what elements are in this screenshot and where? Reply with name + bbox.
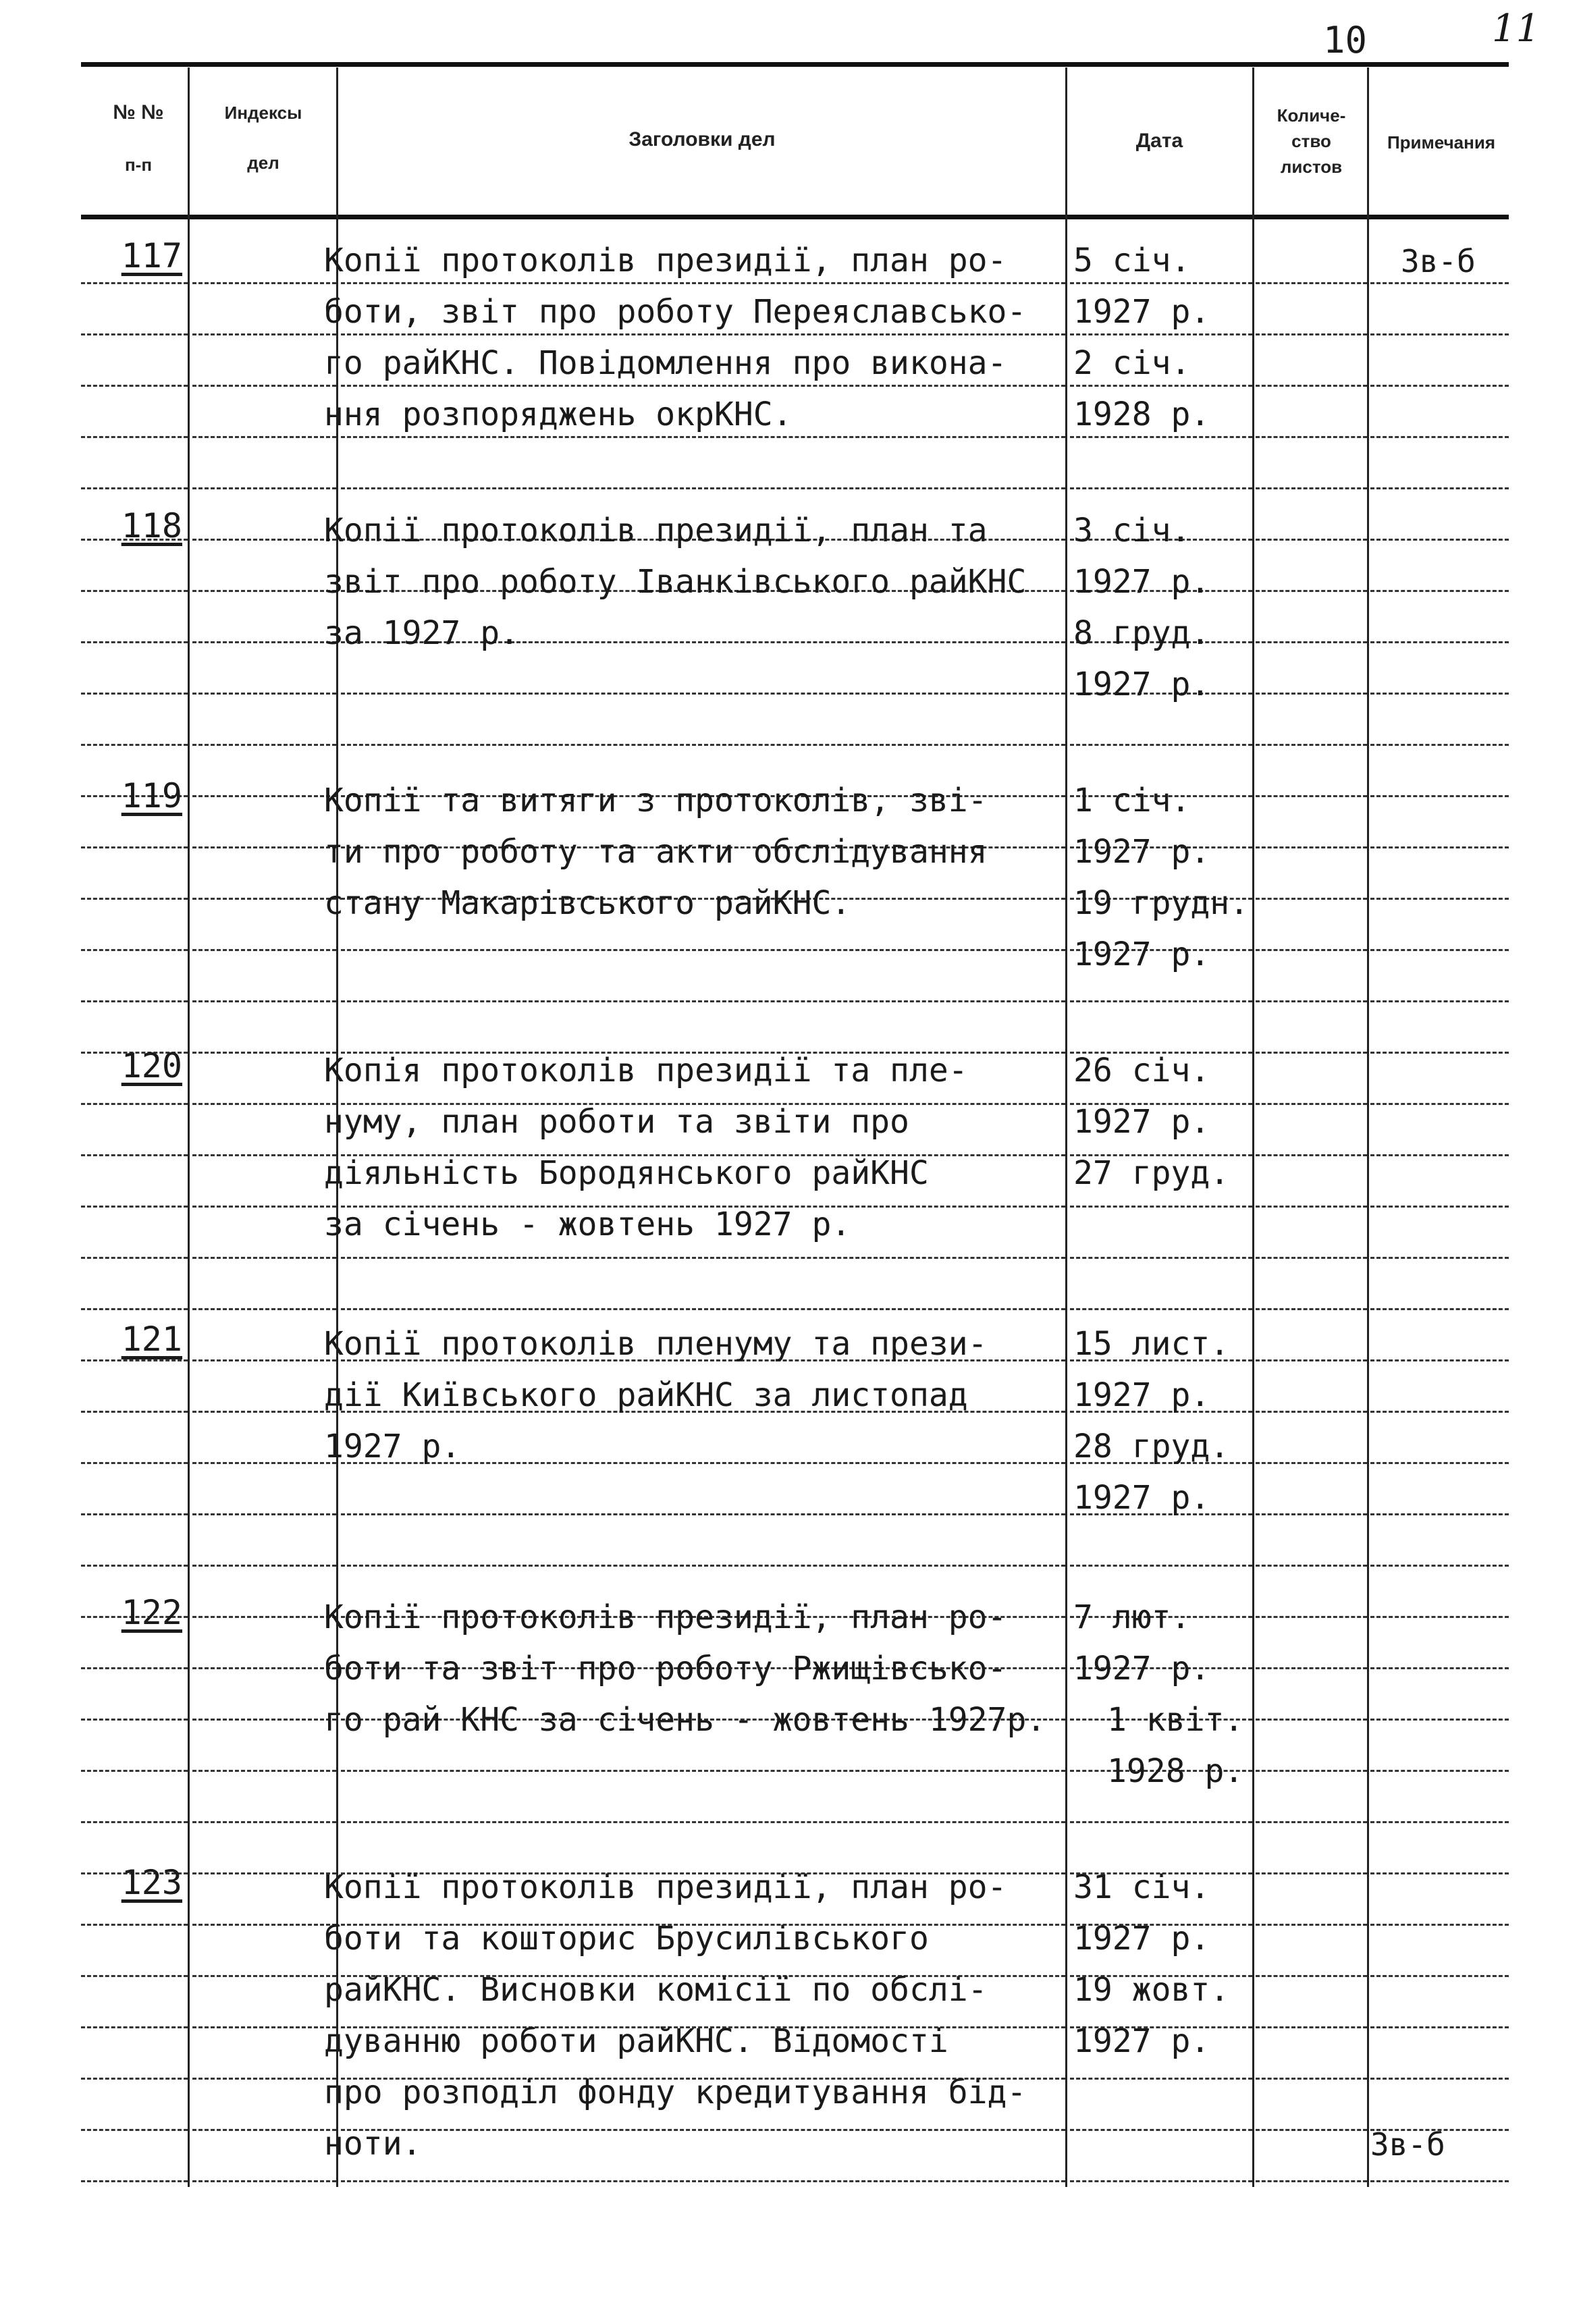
- record-date-line: 1927 р.: [1073, 666, 1210, 703]
- row-rule: [192, 590, 336, 592]
- row-rule: [1256, 1719, 1367, 1721]
- record-title-line: нуму, план роботи та звіти про: [324, 1103, 909, 1141]
- record-title-line: райКНС. Висновки комісії по обслі-: [324, 1971, 988, 2009]
- header-count-c: листов: [1280, 157, 1343, 177]
- row-rule: [341, 1565, 1065, 1567]
- header-index-b: дел: [247, 153, 279, 173]
- row-rule: [1370, 1103, 1509, 1105]
- record-date-line: 1927 р.: [1073, 1650, 1210, 1687]
- row-rule: [81, 1154, 188, 1156]
- row-rule: [81, 949, 188, 951]
- record-date-line: 1927 р.: [1073, 293, 1210, 331]
- row-rule: [1370, 898, 1509, 900]
- record-date-line: 19 жовт.: [1073, 1971, 1230, 2009]
- row-rule: [1256, 1821, 1367, 1823]
- record-title-line: за січень - жовтень 1927 р.: [324, 1206, 851, 1243]
- record-title-line: ти про роботу та акти обслідування: [324, 833, 988, 871]
- header-notes: Примечания: [1387, 132, 1495, 153]
- row-rule: [1370, 949, 1509, 951]
- row-rule: [81, 1975, 188, 1977]
- row-rule: [1256, 539, 1367, 541]
- sheet-number: 11: [1492, 7, 1540, 51]
- row-rule: [1256, 1667, 1367, 1669]
- row-rule: [1070, 744, 1252, 746]
- row-rule: [341, 1308, 1065, 1310]
- record-title-line: звіт про роботу Іванківського райКНС: [324, 563, 1027, 601]
- record-number: 123: [121, 1863, 182, 1902]
- row-rule: [1070, 487, 1252, 489]
- row-rule: [1256, 1872, 1367, 1874]
- row-rule: [1256, 2078, 1367, 2080]
- row-rule: [1370, 590, 1509, 592]
- row-rule: [1370, 1462, 1509, 1464]
- row-rule: [81, 1411, 188, 1413]
- row-rule: [1256, 795, 1367, 797]
- header-number-b: п-п: [124, 155, 153, 175]
- row-rule: [81, 1257, 188, 1259]
- row-rule: [192, 385, 336, 387]
- record-date-line: 7 лют.: [1073, 1598, 1191, 1636]
- record-title-line: Копії протоколів президії, план ро-: [324, 1868, 1007, 1906]
- row-rule: [192, 1257, 336, 1259]
- row-rule: [1370, 385, 1509, 387]
- row-rule: [81, 898, 188, 900]
- row-rule: [1370, 1667, 1509, 1669]
- row-rule: [1370, 2180, 1509, 2182]
- row-rule: [81, 1770, 188, 1772]
- row-rule: [192, 487, 336, 489]
- column-divider: [1367, 67, 1369, 2187]
- row-rule: [81, 1513, 188, 1515]
- record-date-line: 1 квіт.: [1107, 1701, 1244, 1739]
- record-number: 121: [121, 1320, 182, 1359]
- record-number: 117: [121, 236, 182, 275]
- row-rule: [192, 1411, 336, 1413]
- record-date-line: 1 січ.: [1073, 782, 1191, 819]
- row-rule: [1370, 2026, 1509, 2028]
- row-rule: [1256, 846, 1367, 848]
- row-rule: [81, 1667, 188, 1669]
- record-date-line: 27 груд.: [1073, 1154, 1230, 1192]
- row-rule: [341, 949, 1065, 951]
- row-rule: [192, 1616, 336, 1618]
- row-rule: [341, 487, 1065, 489]
- record-date-line: 8 груд.: [1073, 614, 1210, 652]
- row-rule: [81, 1103, 188, 1105]
- row-rule: [81, 1462, 188, 1464]
- row-rule: [192, 2180, 336, 2182]
- record-date-line: 1927 р.: [1073, 1479, 1210, 1517]
- row-rule: [81, 487, 188, 489]
- header-index-a: Индексы: [224, 103, 302, 123]
- record-title-line: го рай КНС за січень - жовтень 1927р.: [324, 1701, 1046, 1739]
- row-rule: [1256, 2129, 1367, 2131]
- record-title-line: Копія протоколів президії та пле-: [324, 1052, 968, 1089]
- row-rule: [1370, 539, 1509, 541]
- row-rule: [81, 693, 188, 695]
- record-date-line: 1927 р.: [1073, 936, 1210, 973]
- header-count-a: Количе-: [1277, 105, 1346, 126]
- row-rule: [81, 590, 188, 592]
- row-rule: [192, 1462, 336, 1464]
- header-count-b: ство: [1291, 131, 1331, 151]
- row-rule: [1370, 795, 1509, 797]
- row-rule: [192, 744, 336, 746]
- row-rule: [1256, 333, 1367, 335]
- record-date-line: 1927 р.: [1073, 1103, 1210, 1141]
- row-rule: [1256, 487, 1367, 489]
- row-rule: [81, 2078, 188, 2080]
- row-rule: [81, 2180, 188, 2182]
- column-divider: [1252, 67, 1254, 2187]
- record-date-line: 1927 р.: [1073, 833, 1210, 871]
- record-date-line: 1927 р.: [1073, 563, 1210, 601]
- row-rule: [1370, 282, 1509, 284]
- record-title-line: дії Київського райКНС за листопад: [324, 1376, 968, 1414]
- record-date-line: 1927 р.: [1073, 1920, 1210, 1957]
- record-number: 120: [121, 1046, 182, 1085]
- row-rule: [192, 1308, 336, 1310]
- record-date-line: 15 лист.: [1073, 1325, 1230, 1363]
- record-date-line: 3 січ.: [1073, 512, 1191, 549]
- row-rule: [1370, 1513, 1509, 1515]
- row-rule: [81, 846, 188, 848]
- header-date: Дата: [1135, 130, 1183, 152]
- row-rule: [1070, 1000, 1252, 1002]
- row-rule: [192, 1719, 336, 1721]
- row-rule: [1370, 1719, 1509, 1721]
- row-rule: [1370, 333, 1509, 335]
- record-title-line: про розподіл фонду кредитування бід-: [324, 2074, 1027, 2111]
- row-rule: [1256, 2180, 1367, 2182]
- row-rule: [192, 1770, 336, 1772]
- record-title-line: Копії та витяги з протоколів, зві-: [324, 782, 988, 819]
- row-rule: [1256, 693, 1367, 695]
- row-rule: [192, 693, 336, 695]
- record-title-line: 1927 р.: [324, 1428, 461, 1465]
- row-rule: [1370, 1565, 1509, 1567]
- page-number: 10: [1323, 19, 1368, 61]
- row-rule: [1370, 1872, 1509, 1874]
- row-rule: [1370, 2078, 1509, 2080]
- record-date-line: 1928 р.: [1073, 396, 1210, 433]
- row-rule: [1370, 436, 1509, 438]
- record-note: Зв-б: [1370, 2126, 1445, 2163]
- row-rule: [1070, 2129, 1252, 2131]
- row-rule: [1370, 1616, 1509, 1618]
- record-title-line: діяльність Бородянського райКНС: [324, 1154, 929, 1192]
- row-rule: [81, 2026, 188, 2028]
- row-rule: [192, 539, 336, 541]
- record-title-line: стану Макарівського райКНС.: [324, 884, 851, 922]
- row-rule: [1256, 385, 1367, 387]
- record-date-line: 19 грудн.: [1073, 884, 1250, 922]
- record-date-line: 26 січ.: [1073, 1052, 1210, 1089]
- row-rule: [341, 2129, 1065, 2131]
- row-rule: [192, 1359, 336, 1361]
- row-rule: [1256, 949, 1367, 951]
- row-rule: [1370, 1308, 1509, 1310]
- row-rule: [1370, 744, 1509, 746]
- row-rule: [1256, 1257, 1367, 1259]
- row-rule: [1070, 1308, 1252, 1310]
- row-rule: [192, 846, 336, 848]
- record-title-line: го райКНС. Повідомлення про викона-: [324, 344, 1007, 382]
- row-rule: [1370, 1000, 1509, 1002]
- record-title-line: боти та звіт про роботу Ржищівсько-: [324, 1650, 1007, 1687]
- record-note: Зв-б: [1401, 243, 1476, 279]
- row-rule: [1256, 744, 1367, 746]
- row-rule: [1256, 1462, 1367, 1464]
- row-rule: [341, 744, 1065, 746]
- row-rule: [1256, 282, 1367, 284]
- row-rule: [1370, 487, 1509, 489]
- row-rule: [192, 2129, 336, 2131]
- row-rule: [341, 1000, 1065, 1002]
- row-rule: [81, 1359, 188, 1361]
- record-title-line: Копії протоколів президії, план та: [324, 512, 988, 549]
- row-rule: [192, 333, 336, 335]
- record-title-line: Копії протоколів пленуму та прези-: [324, 1325, 988, 1363]
- row-rule: [1070, 2078, 1252, 2080]
- row-rule: [192, 2078, 336, 2080]
- row-rule: [1370, 693, 1509, 695]
- column-divider: [188, 67, 190, 2187]
- row-rule: [192, 282, 336, 284]
- row-rule: [1256, 1411, 1367, 1413]
- record-date-line: 1927 р.: [1073, 1376, 1210, 1414]
- row-rule: [1070, 1821, 1252, 1823]
- row-rule: [1370, 846, 1509, 848]
- row-rule: [1256, 1154, 1367, 1156]
- header-title: Заголовки дел: [628, 128, 776, 151]
- record-number: 119: [121, 776, 182, 815]
- row-rule: [81, 1719, 188, 1721]
- row-rule: [1256, 1513, 1367, 1515]
- row-rule: [192, 1667, 336, 1669]
- column-divider: [1065, 67, 1067, 2187]
- record-number: 118: [121, 506, 182, 545]
- row-rule: [192, 2026, 336, 2028]
- record-title-line: ноти.: [324, 2125, 422, 2163]
- record-title-line: дуванню роботи райКНС. Відомості: [324, 2022, 948, 2060]
- row-rule: [1370, 1052, 1509, 1054]
- row-rule: [192, 1565, 336, 1567]
- row-rule: [1256, 1616, 1367, 1618]
- record-title-line: боти, звіт про роботу Переяславсько-: [324, 293, 1027, 331]
- row-rule: [1256, 1770, 1367, 1772]
- row-rule: [1070, 1257, 1252, 1259]
- row-rule: [192, 1206, 336, 1208]
- record-date-line: 1927 р.: [1073, 2022, 1210, 2060]
- record-date-line: 2 січ.: [1073, 344, 1191, 382]
- table-top-rule: [81, 62, 1509, 67]
- record-title-line: Копії протоколів президії, план ро-: [324, 1598, 1007, 1636]
- row-rule: [192, 1924, 336, 1926]
- row-rule: [81, 1308, 188, 1310]
- row-rule: [341, 2180, 1065, 2182]
- row-rule: [81, 1565, 188, 1567]
- row-rule: [1256, 1308, 1367, 1310]
- row-rule: [81, 744, 188, 746]
- row-rule: [1070, 2180, 1252, 2182]
- row-rule: [1256, 1000, 1367, 1002]
- row-rule: [1256, 641, 1367, 643]
- row-rule: [1370, 1770, 1509, 1772]
- row-rule: [1370, 1257, 1509, 1259]
- row-rule: [1370, 641, 1509, 643]
- row-rule: [341, 1770, 1065, 1772]
- row-rule: [192, 898, 336, 900]
- row-rule: [1370, 1821, 1509, 1823]
- record-title-line: ння розпоряджень окрКНС.: [324, 396, 793, 433]
- row-rule: [1370, 1206, 1509, 1208]
- record-title-line: боти та кошторис Брусилівського: [324, 1920, 929, 1957]
- row-rule: [81, 385, 188, 387]
- row-rule: [341, 693, 1065, 695]
- row-rule: [192, 1154, 336, 1156]
- row-rule: [341, 1513, 1065, 1515]
- row-rule: [192, 436, 336, 438]
- row-rule: [1370, 1975, 1509, 1977]
- row-rule: [1256, 1359, 1367, 1361]
- row-rule: [1256, 1975, 1367, 1977]
- row-rule: [192, 1821, 336, 1823]
- record-number: 122: [121, 1593, 182, 1632]
- row-rule: [1256, 1206, 1367, 1208]
- row-rule: [81, 641, 188, 643]
- row-rule: [1256, 1924, 1367, 1926]
- row-rule: [1256, 1565, 1367, 1567]
- row-rule: [192, 1872, 336, 1874]
- row-rule: [192, 949, 336, 951]
- header-number-a: № №: [113, 101, 164, 124]
- row-rule: [1256, 898, 1367, 900]
- row-rule: [1370, 1359, 1509, 1361]
- row-rule: [192, 641, 336, 643]
- row-rule: [81, 1000, 188, 1002]
- row-rule: [81, 333, 188, 335]
- header-bottom-rule: [81, 215, 1509, 219]
- row-rule: [1256, 1103, 1367, 1105]
- row-rule: [81, 1821, 188, 1823]
- row-rule: [192, 1000, 336, 1002]
- row-rule: [1370, 1411, 1509, 1413]
- row-rule: [1256, 2026, 1367, 2028]
- row-rule: [81, 436, 188, 438]
- row-rule: [1070, 1206, 1252, 1208]
- row-rule: [1370, 1154, 1509, 1156]
- row-rule: [192, 1513, 336, 1515]
- row-rule: [192, 1103, 336, 1105]
- row-rule: [341, 1821, 1065, 1823]
- row-rule: [1070, 1565, 1252, 1567]
- row-rule: [81, 282, 188, 284]
- row-rule: [1256, 436, 1367, 438]
- record-date-line: 31 січ.: [1073, 1868, 1210, 1906]
- row-rule: [81, 2129, 188, 2131]
- row-rule: [192, 1975, 336, 1977]
- record-title-line: за 1927 р.: [324, 614, 519, 652]
- row-rule: [1256, 1052, 1367, 1054]
- row-rule: [81, 1206, 188, 1208]
- record-title-line: Копії протоколів президії, план ро-: [324, 242, 1007, 279]
- row-rule: [1370, 1924, 1509, 1926]
- record-date-line: 28 груд.: [1073, 1428, 1230, 1465]
- row-rule: [192, 795, 336, 797]
- row-rule: [341, 1257, 1065, 1259]
- record-date-line: 1928 р.: [1107, 1752, 1244, 1790]
- row-rule: [81, 1924, 188, 1926]
- record-date-line: 5 січ.: [1073, 242, 1191, 279]
- row-rule: [1256, 590, 1367, 592]
- row-rule: [192, 1052, 336, 1054]
